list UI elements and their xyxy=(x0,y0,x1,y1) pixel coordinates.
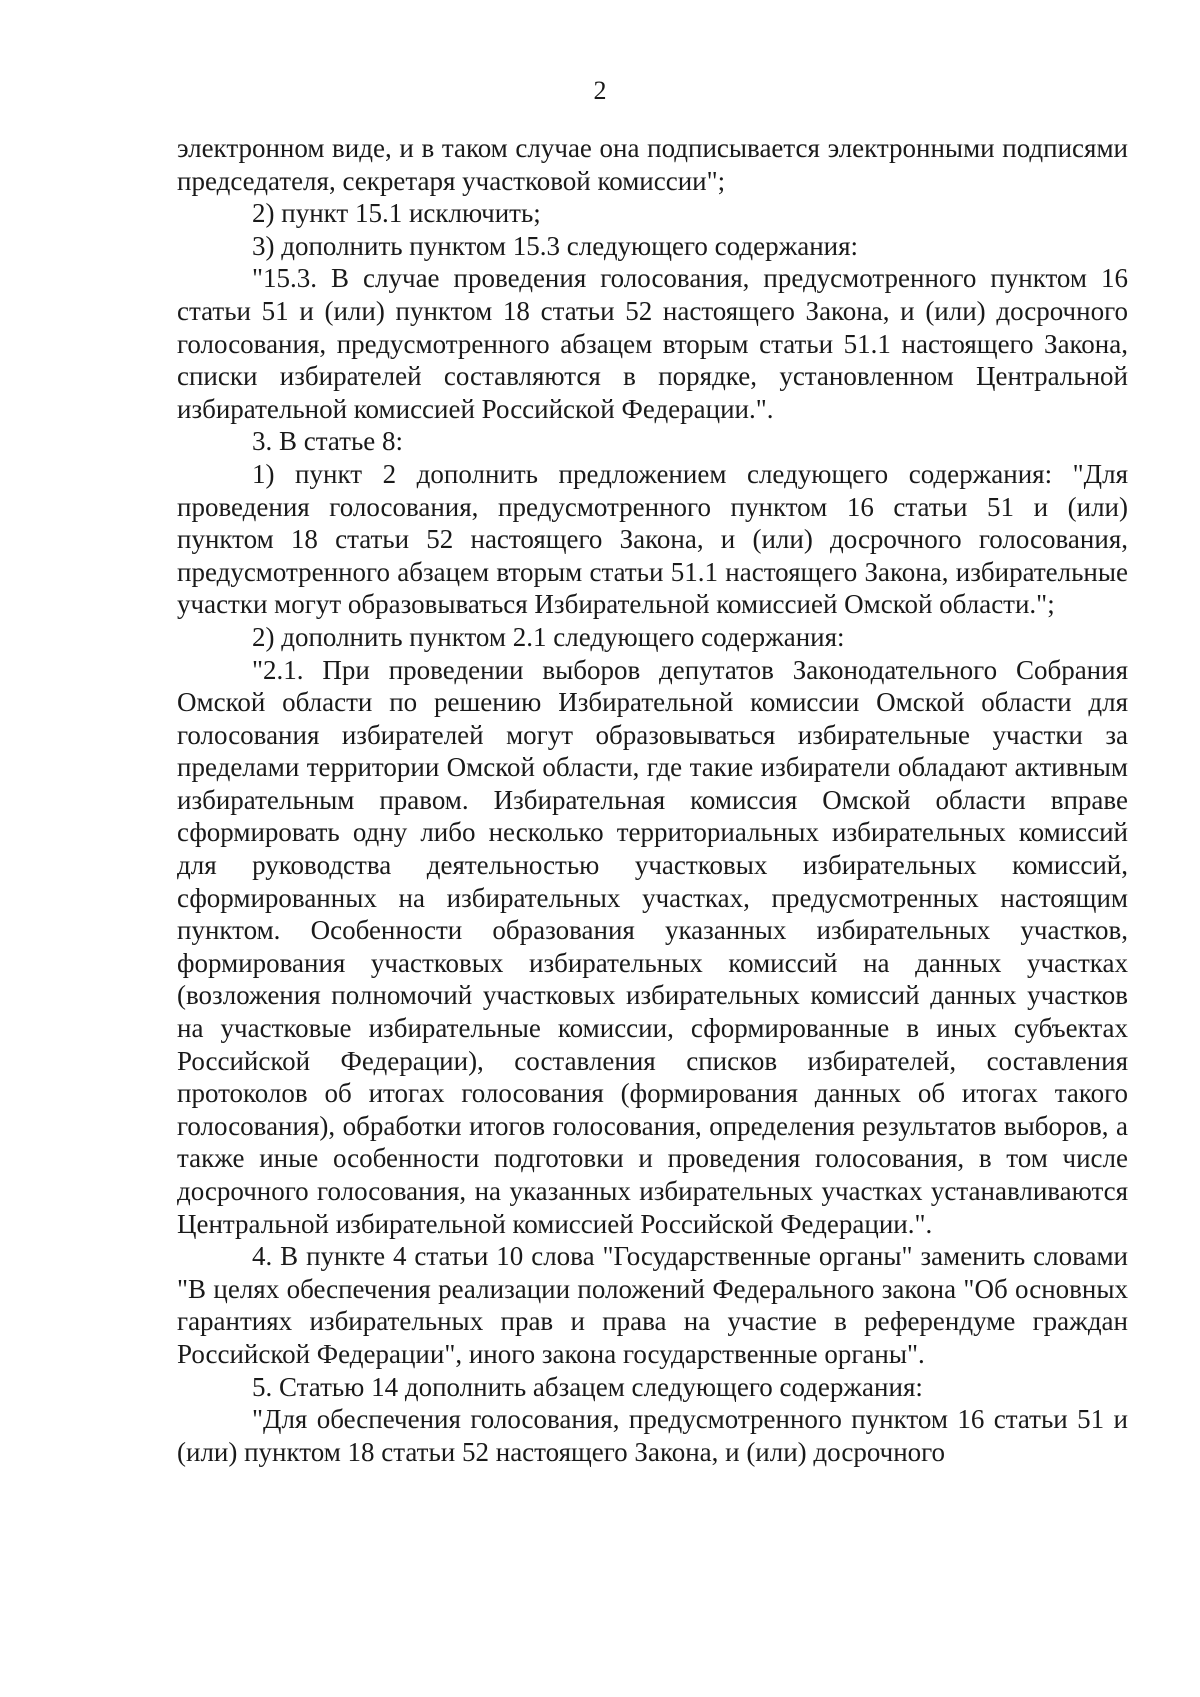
paragraph-clause-2-1: "2.1. При проведении выборов депутатов Законодательного Собрания Омской области по решению Избирательной комиссии Омской области для голосования избирателей могут образовываться избирательные участки за пределами территории Омской области, где такие избиратели обладают активным избирательным правом. Избирательная комиссия Омской области вправе сформировать одну либо несколько территориальных избирательных комиссий для руководства деятельностью участковых избирательных комиссий, сформированных на избирательных участках, предусмотренных настоящим пунктом. Особенности образования указанных избирательных участков, формирования участковых избирательных комиссий на данных участках (возложения полномочий участковых избирательных комиссий данных участков на участковые избирательные комиссии, сформированные в иных субъектах Российской Федерации), составления списков избирателей, составления протоколов об итогах голосования (формирования данных об итогах такого голосования), обработки итогов голосования, определения результатов выборов, а также иные особенности подготовки и проведения голосования, в том числе досрочного голосования, на указанных избирательных участках устанавливаются Центральной избирательной комиссией Российской Федерации.". xyxy=(177,654,1128,1239)
paragraph-section-4: 4. В пункте 4 статьи 10 слова "Государственные органы" заменить словами "В целях обеспечения реализации положений Федерального закона "Об основных гарантиях избирательных прав и права на участие в референдуме граждан Российской Федерации", иного закона государственные органы". xyxy=(177,1241,1128,1369)
paragraph-section-3-heading: 3. В статье 8: xyxy=(252,426,404,457)
paragraph-item-3-add: 3) дополнить пунктом 15.3 следующего содержания: xyxy=(252,230,859,261)
paragraph-continuation: электронном виде, и в таком случае она подписывается электронными подписями председателя, секретаря участковой комиссии"; xyxy=(177,133,1128,196)
document-body xyxy=(177,132,1128,1468)
paragraph-section-5: 5. Статью 14 дополнить абзацем следующего содержания: xyxy=(252,1371,923,1402)
paragraph-clause-15-3: "15.3. В случае проведения голосования, предусмотренного пунктом 16 статьи 51 и (или) пунктом 18 статьи 52 настоящего Закона, и (или) досрочного голосования, предусмотренного абзацем вторым статьи 51.1 настоящего Закона, списки избирателей составляются в порядке, установленном Центральной избирательной комиссией Российской Федерации.". xyxy=(177,263,1128,424)
page-number: 2 xyxy=(593,76,607,105)
paragraph-section-3-item-1: 1) пункт 2 дополнить предложением следующего содержания: "Для проведения голосования, предусмотренного пунктом 16 статьи 51 и (или) пунктом 18 статьи 52 настоящего Закона, и (или) досрочного голосования, предусмотренного абзацем вторым статьи 51.1 настоящего Закона, избирательные участки могут образовываться Избирательной комиссией Омской области."; xyxy=(177,458,1128,620)
paragraph-section-3-item-2: 2) дополнить пунктом 2.1 следующего содержания: xyxy=(252,621,845,652)
paragraph-section-5-quote: "Для обеспечения голосования, предусмотренного пунктом 16 статьи 51 и (или) пунктом 18 статьи 52 настоящего Закона, и (или) досрочного xyxy=(177,1404,1128,1467)
paragraph-item-2-exclude: 2) пункт 15.1 исключить; xyxy=(252,198,541,229)
